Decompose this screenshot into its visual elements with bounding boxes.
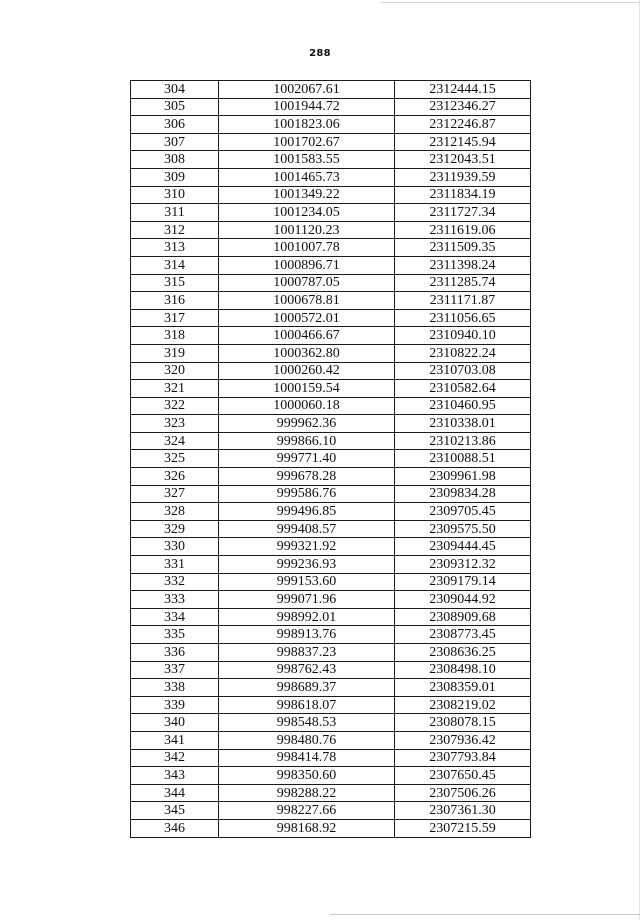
point-id-cell: 333 [131, 591, 219, 609]
y-coordinate-cell: 2312246.87 [395, 116, 531, 134]
x-coordinate-cell: 999071.96 [219, 591, 395, 609]
x-coordinate-cell: 1000678.81 [219, 292, 395, 310]
point-id-cell: 317 [131, 309, 219, 327]
x-coordinate-cell: 999586.76 [219, 485, 395, 503]
y-coordinate-cell: 2311285.74 [395, 274, 531, 292]
x-coordinate-cell: 998548.53 [219, 714, 395, 732]
point-id-cell: 316 [131, 292, 219, 310]
table-row [131, 116, 531, 134]
y-coordinate-cell: 2309834.28 [395, 485, 531, 503]
point-id-cell: 305 [131, 98, 219, 116]
point-id-cell: 343 [131, 767, 219, 785]
table-row [131, 661, 531, 679]
y-coordinate-cell: 2308773.45 [395, 626, 531, 644]
point-id-cell: 340 [131, 714, 219, 732]
table-row [131, 591, 531, 609]
point-id-cell: 320 [131, 362, 219, 380]
point-id-cell: 311 [131, 204, 219, 222]
x-coordinate-cell: 1001702.67 [219, 133, 395, 151]
point-id-cell: 310 [131, 186, 219, 204]
x-coordinate-cell: 1001583.55 [219, 151, 395, 169]
table-row [131, 239, 531, 257]
table-row [131, 81, 531, 99]
y-coordinate-cell: 2309179.14 [395, 573, 531, 591]
x-coordinate-cell: 998762.43 [219, 661, 395, 679]
y-coordinate-cell: 2309961.98 [395, 468, 531, 486]
table-row [131, 397, 531, 415]
y-coordinate-cell: 2312444.15 [395, 81, 531, 99]
point-id-cell: 326 [131, 468, 219, 486]
point-id-cell: 308 [131, 151, 219, 169]
table-row [131, 714, 531, 732]
x-coordinate-cell: 998480.76 [219, 731, 395, 749]
table-row [131, 749, 531, 767]
point-id-cell: 341 [131, 731, 219, 749]
y-coordinate-cell: 2310582.64 [395, 380, 531, 398]
y-coordinate-cell: 2311619.06 [395, 221, 531, 239]
point-id-cell: 321 [131, 380, 219, 398]
y-coordinate-cell: 2307936.42 [395, 731, 531, 749]
y-coordinate-cell: 2310940.10 [395, 327, 531, 345]
point-id-cell: 331 [131, 556, 219, 574]
point-id-cell: 336 [131, 644, 219, 662]
table-row [131, 608, 531, 626]
table-row [131, 520, 531, 538]
table-row [131, 450, 531, 468]
x-coordinate-cell: 998689.37 [219, 679, 395, 697]
table-row [131, 380, 531, 398]
table-row [131, 256, 531, 274]
x-coordinate-cell: 998168.92 [219, 819, 395, 837]
point-id-cell: 327 [131, 485, 219, 503]
point-id-cell: 344 [131, 784, 219, 802]
point-id-cell: 338 [131, 679, 219, 697]
point-id-cell: 346 [131, 819, 219, 837]
page-number: 288 [309, 48, 331, 59]
x-coordinate-cell: 1000159.54 [219, 380, 395, 398]
table-row [131, 432, 531, 450]
table-row [131, 133, 531, 151]
table-row [131, 309, 531, 327]
y-coordinate-cell: 2309312.32 [395, 556, 531, 574]
y-coordinate-cell: 2308078.15 [395, 714, 531, 732]
x-coordinate-cell: 998618.07 [219, 696, 395, 714]
table-row [131, 538, 531, 556]
y-coordinate-cell: 2307506.26 [395, 784, 531, 802]
coordinate-table-body [131, 81, 531, 838]
table-row [131, 204, 531, 222]
x-coordinate-cell: 999496.85 [219, 503, 395, 521]
y-coordinate-cell: 2308219.02 [395, 696, 531, 714]
x-coordinate-cell: 999962.36 [219, 415, 395, 433]
table-row [131, 644, 531, 662]
point-id-cell: 314 [131, 256, 219, 274]
y-coordinate-cell: 2308909.68 [395, 608, 531, 626]
y-coordinate-cell: 2309044.92 [395, 591, 531, 609]
table-row [131, 415, 531, 433]
x-coordinate-cell: 1001465.73 [219, 168, 395, 186]
point-id-cell: 313 [131, 239, 219, 257]
x-coordinate-cell: 998288.22 [219, 784, 395, 802]
table-row [131, 767, 531, 785]
table-row [131, 186, 531, 204]
x-coordinate-cell: 1000572.01 [219, 309, 395, 327]
table-row [131, 168, 531, 186]
y-coordinate-cell: 2307650.45 [395, 767, 531, 785]
y-coordinate-cell: 2310703.08 [395, 362, 531, 380]
point-id-cell: 318 [131, 327, 219, 345]
table-row [131, 819, 531, 837]
scan-artifact-bottom [330, 914, 640, 915]
table-row [131, 292, 531, 310]
x-coordinate-cell: 999866.10 [219, 432, 395, 450]
x-coordinate-cell: 1001944.72 [219, 98, 395, 116]
table-row [131, 98, 531, 116]
point-id-cell: 322 [131, 397, 219, 415]
y-coordinate-cell: 2312145.94 [395, 133, 531, 151]
y-coordinate-cell: 2310088.51 [395, 450, 531, 468]
point-id-cell: 335 [131, 626, 219, 644]
x-coordinate-cell: 1001823.06 [219, 116, 395, 134]
point-id-cell: 309 [131, 168, 219, 186]
y-coordinate-cell: 2312043.51 [395, 151, 531, 169]
point-id-cell: 328 [131, 503, 219, 521]
point-id-cell: 306 [131, 116, 219, 134]
point-id-cell: 304 [131, 81, 219, 99]
x-coordinate-cell: 999153.60 [219, 573, 395, 591]
point-id-cell: 312 [131, 221, 219, 239]
x-coordinate-cell: 1000466.67 [219, 327, 395, 345]
y-coordinate-cell: 2309575.50 [395, 520, 531, 538]
y-coordinate-cell: 2307793.84 [395, 749, 531, 767]
table-row [131, 274, 531, 292]
point-id-cell: 307 [131, 133, 219, 151]
y-coordinate-cell: 2311834.19 [395, 186, 531, 204]
y-coordinate-cell: 2310213.86 [395, 432, 531, 450]
y-coordinate-cell: 2312346.27 [395, 98, 531, 116]
point-id-cell: 332 [131, 573, 219, 591]
table-row [131, 556, 531, 574]
x-coordinate-cell: 1001007.78 [219, 239, 395, 257]
x-coordinate-cell: 999408.57 [219, 520, 395, 538]
x-coordinate-cell: 998913.76 [219, 626, 395, 644]
x-coordinate-cell: 1000787.05 [219, 274, 395, 292]
y-coordinate-cell: 2309444.45 [395, 538, 531, 556]
y-coordinate-cell: 2307215.59 [395, 819, 531, 837]
y-coordinate-cell: 2311398.24 [395, 256, 531, 274]
x-coordinate-cell: 1002067.61 [219, 81, 395, 99]
y-coordinate-cell: 2310822.24 [395, 344, 531, 362]
x-coordinate-cell: 1001234.05 [219, 204, 395, 222]
y-coordinate-cell: 2310338.01 [395, 415, 531, 433]
point-id-cell: 330 [131, 538, 219, 556]
table-row [131, 151, 531, 169]
y-coordinate-cell: 2309705.45 [395, 503, 531, 521]
y-coordinate-cell: 2311171.87 [395, 292, 531, 310]
x-coordinate-cell: 1001120.23 [219, 221, 395, 239]
x-coordinate-cell: 999236.93 [219, 556, 395, 574]
x-coordinate-cell: 998837.23 [219, 644, 395, 662]
y-coordinate-cell: 2308359.01 [395, 679, 531, 697]
table-row [131, 485, 531, 503]
point-id-cell: 315 [131, 274, 219, 292]
x-coordinate-cell: 1000362.80 [219, 344, 395, 362]
point-id-cell: 342 [131, 749, 219, 767]
x-coordinate-cell: 998992.01 [219, 608, 395, 626]
table-row [131, 696, 531, 714]
x-coordinate-cell: 1000260.42 [219, 362, 395, 380]
point-id-cell: 337 [131, 661, 219, 679]
table-row [131, 468, 531, 486]
y-coordinate-cell: 2307361.30 [395, 802, 531, 820]
table-row [131, 221, 531, 239]
point-id-cell: 345 [131, 802, 219, 820]
table-row [131, 503, 531, 521]
table-row [131, 626, 531, 644]
x-coordinate-cell: 998350.60 [219, 767, 395, 785]
y-coordinate-cell: 2308498.10 [395, 661, 531, 679]
x-coordinate-cell: 999771.40 [219, 450, 395, 468]
x-coordinate-cell: 998414.78 [219, 749, 395, 767]
point-id-cell: 324 [131, 432, 219, 450]
table-row [131, 679, 531, 697]
x-coordinate-cell: 998227.66 [219, 802, 395, 820]
x-coordinate-cell: 1000896.71 [219, 256, 395, 274]
point-id-cell: 339 [131, 696, 219, 714]
point-id-cell: 323 [131, 415, 219, 433]
x-coordinate-cell: 999678.28 [219, 468, 395, 486]
table-row [131, 573, 531, 591]
x-coordinate-cell: 1000060.18 [219, 397, 395, 415]
x-coordinate-cell: 1001349.22 [219, 186, 395, 204]
y-coordinate-cell: 2311727.34 [395, 204, 531, 222]
table-row [131, 344, 531, 362]
point-id-cell: 334 [131, 608, 219, 626]
coordinate-table [130, 80, 531, 838]
scan-artifact-top [380, 2, 640, 3]
y-coordinate-cell: 2308636.25 [395, 644, 531, 662]
table-row [131, 731, 531, 749]
table-row [131, 802, 531, 820]
y-coordinate-cell: 2311056.65 [395, 309, 531, 327]
y-coordinate-cell: 2311939.59 [395, 168, 531, 186]
point-id-cell: 329 [131, 520, 219, 538]
point-id-cell: 319 [131, 344, 219, 362]
table-row [131, 362, 531, 380]
table-row [131, 327, 531, 345]
point-id-cell: 325 [131, 450, 219, 468]
table-row [131, 784, 531, 802]
x-coordinate-cell: 999321.92 [219, 538, 395, 556]
y-coordinate-cell: 2311509.35 [395, 239, 531, 257]
y-coordinate-cell: 2310460.95 [395, 397, 531, 415]
